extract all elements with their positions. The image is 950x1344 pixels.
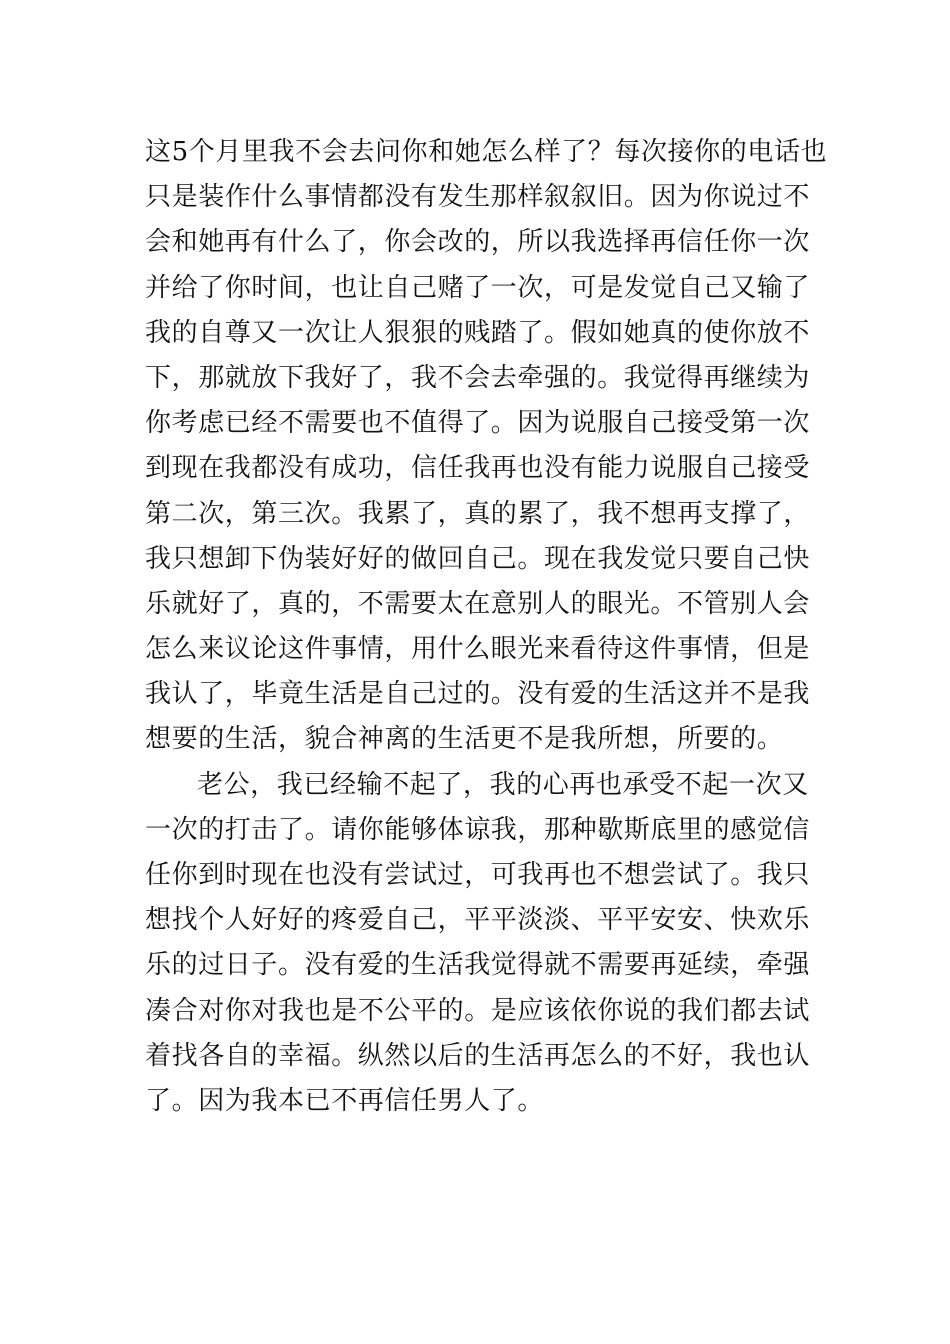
text-line: 一次的打击了。请你能够体谅我，那种歇斯底里的感觉信 bbox=[145, 814, 811, 845]
text-line: 下，那就放下我好了，我不会去牵强的。我觉得再继续为 bbox=[145, 362, 811, 393]
text-line: 任你到时现在也没有尝试过，可我再也不想尝试了。我只 bbox=[145, 860, 811, 890]
text-line: 乐就好了，真的，不需要太在意别人的眼光。不管别人会 bbox=[145, 588, 811, 619]
text-line: 老公，我已经输不起了，我的心再也承受不起一次又 bbox=[197, 769, 809, 800]
text-line: 这5个月里我不会去问你和她怎么样了？每次接你的电话也 bbox=[145, 137, 828, 167]
text-line: 想找个人好好的疼爱自己，平平淡淡、平平安安、快欢乐 bbox=[145, 905, 811, 936]
text-line: 我只想卸下伪装好好的做回自己。现在我发觉只要自己快 bbox=[145, 543, 811, 574]
text-line: 着找各自的幸福。纵然以后的生活再怎么的不好，我也认 bbox=[145, 1040, 811, 1071]
text-line: 乐的过日子。没有爱的生活我觉得就不需要再延续，牵强 bbox=[145, 950, 811, 981]
text-line: 你考虑已经不需要也不值得了。因为说服自己接受第一次 bbox=[145, 408, 811, 439]
text-line: 会和她再有什么了，你会改的，所以我选择再信任你一次 bbox=[145, 227, 811, 258]
text-line: 了。因为我本已不再信任男人了。 bbox=[145, 1085, 545, 1116]
text-line: 凑合对你对我也是不公平的。是应该依你说的我们都去试 bbox=[145, 995, 811, 1026]
text-line: 只是装作什么事情都没有发生那样叙叙旧。因为你说过不 bbox=[145, 182, 811, 213]
text-line: 到现在我都没有成功，信任我再也没有能力说服自己接受 bbox=[145, 453, 811, 484]
text-line: 想要的生活，貌合神离的生活更不是我所想，所要的。 bbox=[145, 724, 784, 755]
text-line: 我的自尊又一次让人狠狠的贱踏了。假如她真的使你放不 bbox=[145, 317, 811, 348]
text-line: 第二次，第三次。我累了，真的累了，我不想再支撑了， bbox=[145, 498, 811, 529]
text-line: 我认了，毕竟生活是自己过的。没有爱的生活这并不是我 bbox=[145, 679, 811, 710]
text-line: 怎么来议论这件事情，用什么眼光来看待这件事情，但是 bbox=[145, 634, 811, 665]
letter-text bbox=[145, 130, 828, 1124]
text-line: 并给了你时间，也让自己赌了一次，可是发觉自己又输了 bbox=[145, 272, 811, 303]
